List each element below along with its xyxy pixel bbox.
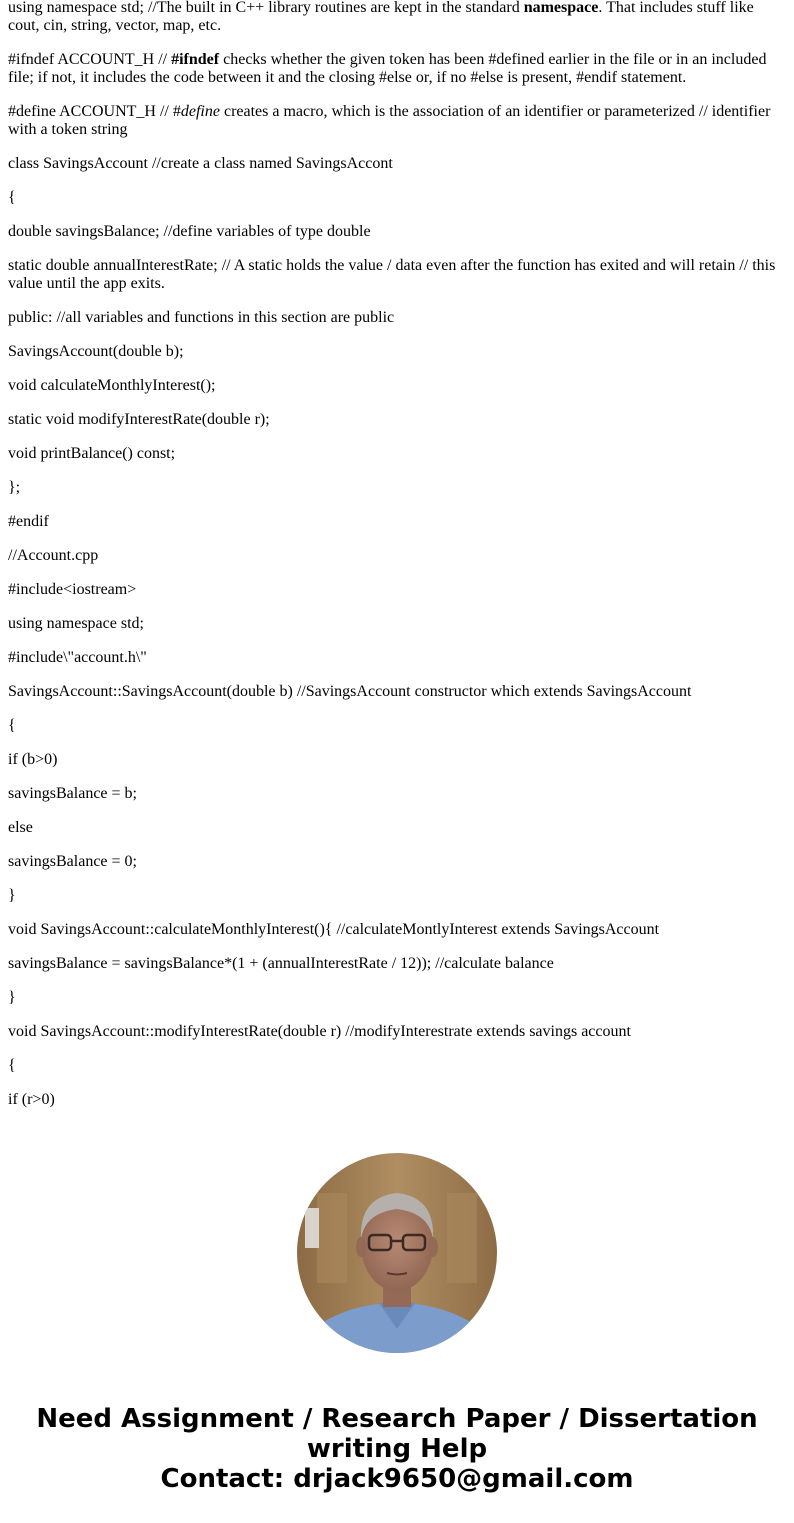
footer-line-3: Contact: drjack9650@gmail.com [160, 1464, 634, 1494]
bold-text: #ifndef [171, 51, 220, 68]
document-paragraph [8, 411, 786, 429]
document-paragraph [8, 683, 786, 701]
paragraph-text: #include\"account.h\" [8, 649, 147, 666]
paragraph-text: SavingsAccount::SavingsAccount(double b) //SavingsAccount constructor which extends SavingsAccount [8, 683, 692, 700]
paragraph-text: { [8, 1057, 16, 1074]
paragraph-text: public: //all variables and functions in this section are public [8, 309, 395, 326]
paragraph-text: . That includes stuff like cout, cin, string, vector, map, etc. [8, 0, 754, 34]
ear-right [428, 1237, 438, 1257]
document-paragraph [8, 751, 786, 769]
paragraph-text: void calculateMonthlyInterest(); [8, 377, 216, 394]
ear-left [356, 1237, 366, 1257]
document-paragraph [8, 955, 786, 973]
document-paragraph [8, 309, 786, 327]
author-portrait-image [297, 1153, 497, 1353]
document-paragraph [8, 223, 786, 241]
paragraph-text: } [8, 887, 16, 904]
ornament-right [447, 1193, 477, 1283]
ornament-left [317, 1193, 347, 1283]
paragraph-text: #endif [8, 513, 49, 530]
paragraph-text: savingsBalance = 0; [8, 853, 137, 870]
document-paragraph [8, 887, 786, 905]
paragraph-text: } [8, 989, 16, 1006]
contact-footer [0, 1404, 794, 1494]
paragraph-text: using namespace std; [8, 615, 144, 632]
document-paragraph [8, 445, 786, 463]
paragraph-text: }; [8, 479, 21, 496]
document-paragraph [8, 1091, 786, 1109]
document-paragraph [8, 479, 786, 497]
paragraph-text: #define ACCOUNT_H // # [8, 103, 181, 120]
document-paragraph [8, 155, 786, 173]
document-paragraph [8, 257, 786, 293]
document-paragraph [8, 581, 786, 599]
footer-line-1: Need Assignment / Research Paper / Dissertation [36, 1404, 758, 1434]
paragraph-text: //Account.cpp [8, 547, 99, 564]
italic-text: define [180, 103, 220, 120]
document-paragraph [8, 853, 786, 871]
document-paragraph [8, 377, 786, 395]
window-left [305, 1208, 319, 1248]
document-paragraph [8, 1023, 786, 1041]
paragraph-text: class SavingsAccount //create a class named SavingsAccont [8, 155, 393, 172]
document-paragraph [8, 343, 786, 361]
paragraph-text: static void modifyInterestRate(double r); [8, 411, 270, 428]
bold-text: namespace [523, 0, 599, 16]
document-paragraph [8, 1057, 786, 1075]
document-paragraph [8, 547, 786, 565]
paragraph-text: void SavingsAccount::modifyInterestRate(double r) //modifyInterestrate extends savings account [8, 1023, 631, 1040]
document-paragraph [8, 103, 786, 139]
paragraph-text: static double annualInterestRate; // A static holds the value / data even after the function has exited and will retain // this value until the app exits. [8, 257, 776, 292]
paragraph-text: using namespace std; //The built in C++ library routines are kept in the standard [8, 0, 524, 16]
paragraph-text: #include<iostream> [8, 581, 137, 598]
document-paragraph [8, 785, 786, 803]
document-paragraph [8, 819, 786, 837]
document-paragraph [8, 51, 786, 87]
footer-line-2: writing Help [306, 1434, 488, 1464]
paragraph-text: else [8, 819, 33, 836]
document-paragraph [8, 649, 786, 667]
document-paragraph [8, 513, 786, 531]
document-paragraph [8, 717, 786, 735]
document-paragraph [8, 615, 786, 633]
paragraph-text: #ifndef ACCOUNT_H // [8, 51, 172, 68]
paragraph-text: if (b>0) [8, 751, 58, 768]
paragraph-text: savingsBalance = savingsBalance*(1 + (annualInterestRate / 12)); //calculate balance [8, 955, 554, 972]
paragraph-text: double savingsBalance; //define variables of type double [8, 223, 371, 240]
paragraph-text: SavingsAccount(double b); [8, 343, 184, 360]
paragraph-text: void SavingsAccount::calculateMonthlyInterest(){ //calculateMontlyInterest extends SavingsAccount [8, 921, 660, 938]
document-paragraph [8, 989, 786, 1007]
paragraph-text: { [8, 717, 16, 734]
paragraph-text: if (r>0) [8, 1091, 55, 1108]
paragraph-text: savingsBalance = b; [8, 785, 137, 802]
paragraph-text: checks whether the given token has been #defined earlier in the file or in an included file; if not, it includes the code between it and the closing #else or, if no #else is present, #endif statement. [8, 51, 767, 86]
document-paragraph [8, 189, 786, 207]
author-photo [297, 1153, 497, 1353]
document-body [8, 0, 786, 1125]
document-paragraph [8, 0, 786, 35]
document-paragraph [8, 921, 786, 939]
paragraph-text: { [8, 189, 16, 206]
paragraph-text: creates a macro, which is the association of an identifier or parameterized // identifier with a token string [8, 103, 771, 138]
paragraph-text: void printBalance() const; [8, 445, 176, 462]
